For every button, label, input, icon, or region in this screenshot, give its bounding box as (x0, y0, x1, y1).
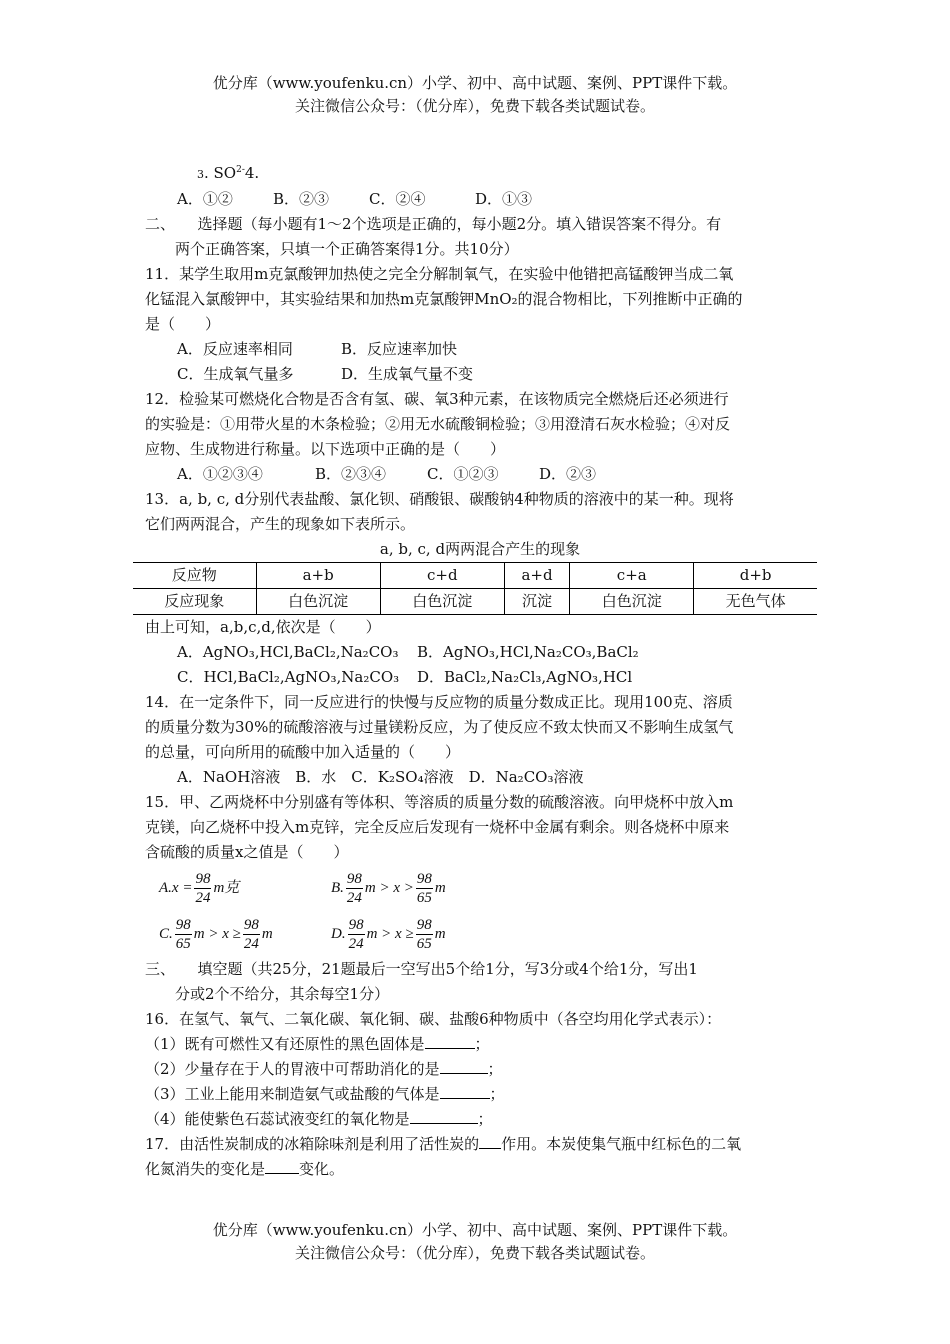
q15-options-row-1 (145, 865, 815, 911)
q15-option-d: D. $\frac{98}{24}$ m > x ≥ $\frac{98}{65}$ m (331, 916, 446, 952)
q14-options: A．NaOH溶液 B．水 C．K₂SO₄溶液 D．Na₂CO₃溶液 (177, 768, 584, 786)
answer-blank (265, 1157, 299, 1174)
fraction-98-24: $\frac{98}{24}$ (348, 916, 364, 952)
q10-option-c: C．②④ (369, 190, 426, 208)
q11-options-row-2 (145, 362, 815, 387)
table-cell: a+b (256, 563, 380, 589)
answer-blank (425, 1032, 475, 1049)
q16-sub-3: （3）工业上能用来制造氨气或盐酸的气体是 ； (145, 1082, 815, 1107)
table-cell: a+d (504, 563, 569, 589)
section-2-title: 二、 选择题（每小题有1～2个选项是正确的，每小题2分。填入错误答案不得分。有 (145, 215, 722, 233)
q15-options-row-2 (145, 911, 815, 957)
q13-line-3: 由上可知，a,b,c,d,依次是（ ） (145, 618, 381, 636)
q15-option-b: B. $\frac{98}{24}$ m > x > $\frac{98}{65}$ m (331, 870, 446, 906)
header-line-1: 优分库（www.youfenku.cn）小学、初中、高中试题、案例、PPT课件下载。 (212, 74, 738, 92)
q13-options-row-1 (145, 640, 815, 665)
q16-sub-2: （2）少量存在于人的胃液中可帮助消化的是 ； (145, 1057, 815, 1082)
page-footer (0, 1219, 950, 1265)
table-cell: c+a (570, 563, 694, 589)
exam-content (145, 158, 815, 1182)
q17-line-2: 化氮消失的变化是 变化。 (145, 1157, 815, 1182)
q11-option-c: C．生成氧气量多 (177, 365, 294, 383)
table-row (133, 589, 817, 615)
q13-line-1: 13．a, b, c, d分别代表盐酸、氯化钡、硝酸银、碳酸钠4种物质的溶液中的某一种。现将 (145, 490, 734, 508)
q16-sub-1: （1）既有可燃性又有还原性的黑色固体是 ； (145, 1032, 815, 1057)
table-cell: 白色沉淀 (380, 589, 504, 615)
q17-line-1: 17．由活性炭制成的冰箱除味剂是利用了活性炭的 作用。本炭使集气瓶中红标色的二氧 (145, 1132, 815, 1157)
q15-option-a: A.x = $\frac{98}{24}$ m克 (159, 870, 240, 906)
q13-line-2: 它们两两混合，产生的现象如下表所示。 (145, 515, 416, 533)
q13-option-c: C．HCl,BaCl₂,AgNO₃,Na₂CO₃ (177, 668, 400, 686)
table-cell: 白色沉淀 (570, 589, 694, 615)
q11-option-d: D．生成氧气量不变 (341, 365, 474, 383)
answer-blank (440, 1082, 490, 1099)
table-cell: 无色气体 (694, 589, 817, 615)
table-cell: 反应物 (133, 563, 256, 589)
table-cell: 反应现象 (133, 589, 256, 615)
table-cell: 沉淀 (504, 589, 569, 615)
fraction-98-24: $\frac{98}{24}$ (346, 870, 362, 906)
q11-line-1: 11．某学生取用m克氯酸钾加热使之完全分解制氧气，在实验中他错把高锰酸钾当成二氧 (145, 265, 734, 283)
q12-option-d: D．②③ (539, 465, 597, 483)
q12-line-1: 12．检验某可燃烧化合物是否含有氢、碳、氧3种元素，在该物质完全燃烧后还必须进行 (145, 390, 729, 408)
q12-options (145, 462, 815, 487)
footer-line-1: 优分库（www.youfenku.cn）小学、初中、高中试题、案例、PPT课件下载。 (212, 1221, 738, 1239)
answer-blank (479, 1132, 501, 1149)
section-2-subtitle: 两个正确答案，只填一个正确答案得1分。共10分） (175, 240, 519, 258)
q10-option-b: B．②③ (273, 190, 330, 208)
q14-line-3: 的总量，可向所用的硫酸中加入适量的（ ） (145, 743, 461, 761)
q15-option-c: C. $\frac{98}{65}$ m > x ≥ $\frac{98}{24}$ m (159, 916, 273, 952)
table-row (133, 563, 817, 589)
q12-option-c: C．①②③ (427, 465, 499, 483)
q11-option-a: A．反应速率相同 (177, 340, 293, 358)
fraction-98-65: $\frac{98}{65}$ (175, 916, 191, 952)
q11-line-2: 化锰混入氯酸钾中，其实验结果和加热m克氯酸钾MnO₂的混合物相比，下列推断中正确的 (145, 290, 743, 308)
q15-line-3: 含硫酸的质量x之值是（ ） (145, 843, 349, 861)
section-3-subtitle: 分或2个不给分，其余每空1分） (175, 985, 390, 1003)
footer-line-2: 关注微信公众号：（优分库），免费下载各类试题试卷。 (294, 1244, 655, 1262)
q13-option-b: B．AgNO₃,HCl,Na₂CO₃,BaCl₂ (417, 643, 639, 661)
fraction-98-65: $\frac{98}{65}$ (416, 916, 432, 952)
q14-line-1: 14．在一定条件下，同一反应进行的快慢与反应物的质量分数成正比。现用100克、溶质 (145, 693, 733, 711)
answer-blank (410, 1107, 478, 1124)
table-cell: d+b (694, 563, 817, 589)
q16-line-1: 16．在氢气、氧气、二氧化碳、氧化铜、碳、盐酸6种物质中（各空均用化学式表示）： (145, 1010, 722, 1028)
q13-options-row-2 (145, 665, 815, 690)
table-cell: c+d (380, 563, 504, 589)
q10-options (145, 187, 815, 212)
q11-line-3: 是（ ） (145, 315, 221, 333)
q13-option-a: A．AgNO₃,HCl,BaCl₂,Na₂CO₃ (177, 643, 399, 661)
q13-reaction-table (133, 562, 817, 615)
q13-table-caption: a, b, c, d两两混合产生的现象 (379, 540, 581, 558)
page-header (0, 72, 950, 118)
header-line-2: 关注微信公众号：（优分库），免费下载各类试题试卷。 (294, 97, 655, 115)
q12-option-b: B．②③④ (315, 465, 387, 483)
section-3-title: 三、 填空题（共25分，21题最后一空写出5个给1分，写3分或4个给1分，写出1 (145, 960, 698, 978)
q10-option-d: D．①③ (475, 190, 533, 208)
q15-line-2: 克镁，向乙烧杯中投入m克锌，完全反应后发现有一烧杯中金属有剩余。则各烧杯中原来 (145, 818, 730, 836)
answer-blank (440, 1057, 488, 1074)
fraction-98-24: $\frac{98}{24}$ (195, 870, 211, 906)
q12-line-3: 应物、生成物进行称量。以下选项中正确的是（ ） (145, 440, 506, 458)
q11-option-b: B．反应速率加快 (341, 340, 458, 358)
q13-option-d: D．BaCl₂,Na₂Cl₃,AgNO₃,HCl (417, 668, 633, 686)
q15-line-1: 15．甲、乙两烧杯中分别盛有等体积、等溶质的质量分数的硫酸溶液。向甲烧杯中放入m (145, 793, 734, 811)
q10-option-a: A．①② (177, 190, 233, 208)
table-cell: 白色沉淀 (256, 589, 380, 615)
q14-line-2: 的质量分数为30%的硫酸溶液与过量镁粉反应，为了使反应不致太快而又不影响生成氢气 (145, 718, 734, 736)
q12-option-a: A．①②③④ (177, 465, 263, 483)
fraction-98-24: $\frac{98}{24}$ (243, 916, 259, 952)
q16-sub-4: （4）能使紫色石蕊试液变红的氧化物是 ； (145, 1107, 815, 1132)
q11-options-row-1 (145, 337, 815, 362)
fraction-98-65: $\frac{98}{65}$ (416, 870, 432, 906)
q10-fragment: 3. $SO^{2-}4$. (197, 164, 260, 182)
q12-line-2: 的实验是：①用带火星的木条检验；②用无水硫酸铜检验；③用澄清石灰水检验；④对反 (145, 415, 731, 433)
